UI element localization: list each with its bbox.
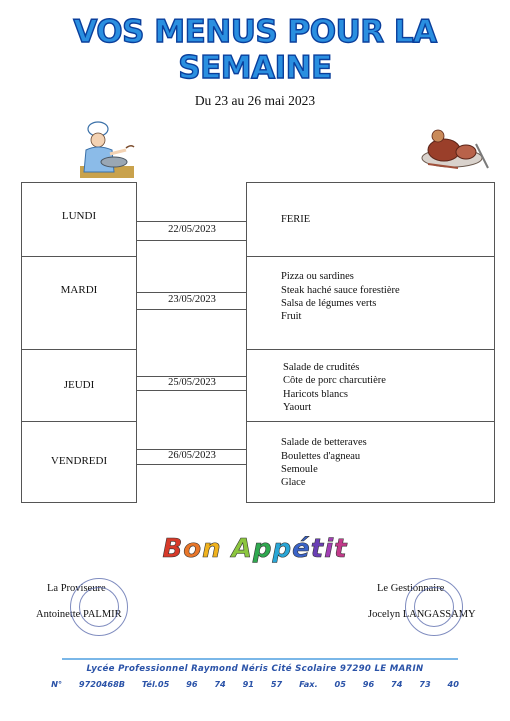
menu-item: Salade de betteraves: [281, 437, 367, 448]
day-label-mardi: MARDI: [60, 284, 98, 296]
bon-appetit-letter: p: [252, 534, 273, 564]
right-signature-role: Le Gestionnaire: [377, 583, 445, 594]
footer-number: N° 9720468B: [51, 679, 126, 689]
chef-icon: [74, 120, 140, 182]
menu-item: Pizza ou sardines: [281, 271, 354, 282]
date-lundi: 22/05/2023: [168, 224, 216, 235]
page-title: VOS MENUS POUR LA SEMAINE: [73, 14, 437, 86]
bon-appetit-letter: o: [183, 534, 203, 564]
bon-appetit-letter: i: [324, 534, 335, 564]
bon-appetit-text: [0, 534, 510, 564]
date-vendredi: 26/05/2023: [168, 450, 216, 461]
bon-appetit-letter: [222, 534, 232, 564]
menu-item: Salsa de légumes verts: [281, 298, 377, 309]
menu-item: FERIE: [281, 214, 311, 225]
day-label-vendredi: VENDREDI: [50, 455, 108, 467]
menu-item: Glace: [281, 477, 306, 488]
bon-appetit-letter: t: [334, 534, 348, 564]
connector-line: [137, 464, 246, 465]
bon-appetit-letter: n: [202, 534, 222, 564]
connector-line: [137, 292, 246, 293]
food-icon: [418, 124, 490, 172]
menu-period: Du 23 au 26 mai 2023: [194, 93, 316, 108]
bon-appetit-letter: A: [231, 534, 253, 564]
connector-line: [137, 309, 246, 310]
connector-line: [137, 221, 246, 222]
date-mardi: 23/05/2023: [168, 294, 216, 305]
day-box-mardi: [21, 256, 137, 350]
stamp-icon: [405, 578, 463, 636]
menu-item: Steak haché sauce forestière: [281, 285, 400, 296]
menu-item: Yaourt: [283, 402, 312, 413]
connector-line: [137, 240, 246, 241]
footer-school: Lycée Professionnel Raymond Néris Cité Scolaire 97290 LE MARIN: [86, 664, 424, 674]
footer-contact: [0, 679, 510, 689]
menu-item: Boulettes d'agneau: [281, 451, 361, 462]
left-signature-role: La Proviseure: [47, 583, 106, 594]
footer-tel: Tél.05 96 74 91 57: [141, 679, 283, 689]
bon-appetit-letter: t: [310, 534, 325, 564]
date-jeudi: 25/05/2023: [168, 377, 216, 388]
menu-item: Fruit: [281, 311, 302, 322]
day-label-lundi: LUNDI: [61, 210, 97, 222]
day-label-jeudi: JEUDI: [63, 379, 95, 391]
menu-item: Côte de porc charcutière: [283, 375, 386, 386]
bon-appetit-letter: B: [162, 534, 184, 564]
connector-line: [137, 390, 246, 391]
footer-divider: [62, 658, 458, 660]
menu-item: Salade de crudités: [283, 362, 360, 373]
right-signature-name: Jocelyn LANGASSAMY: [368, 609, 476, 620]
left-signature-name: Antoinette PALMIR: [36, 609, 122, 620]
stamp-icon: [70, 578, 128, 636]
footer-fax: Fax. 05 96 74 73 40: [299, 679, 459, 689]
menu-item: Haricots blancs: [283, 389, 349, 400]
bon-appetit-letter: é: [292, 534, 311, 564]
bon-appetit-letter: p: [272, 534, 293, 564]
menu-item: Semoule: [281, 464, 318, 475]
